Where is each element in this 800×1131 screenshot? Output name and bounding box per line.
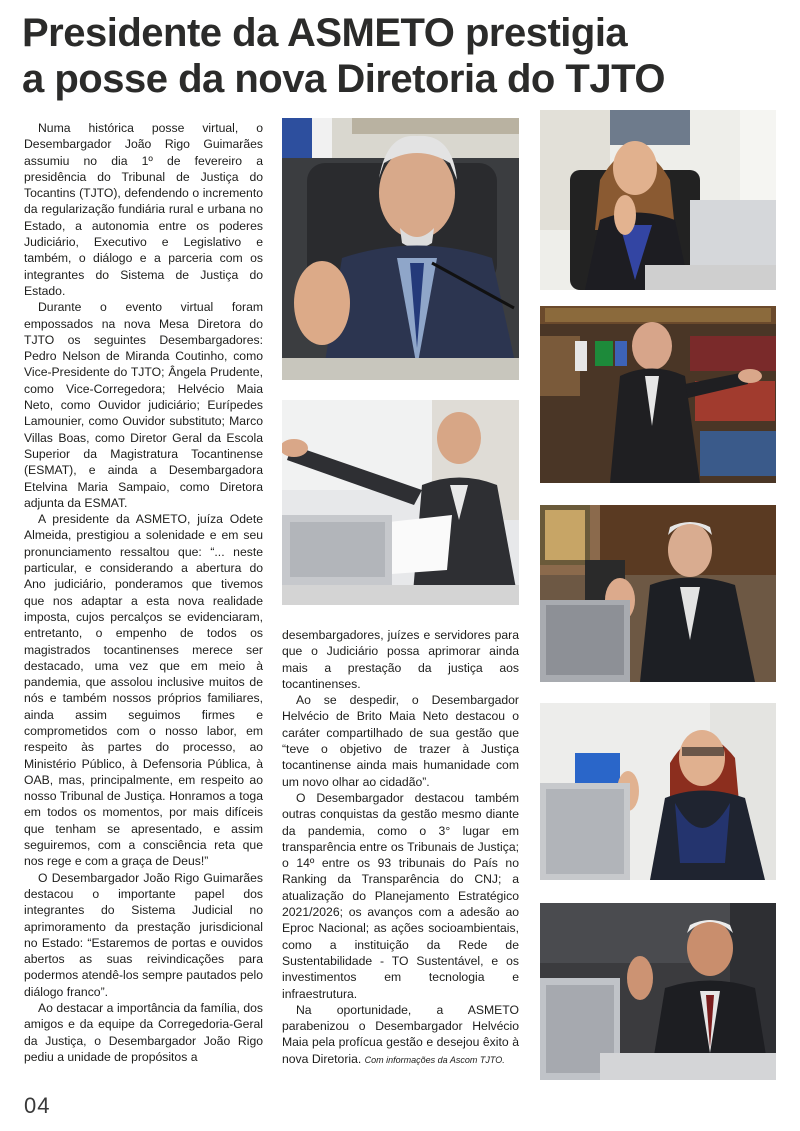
body-paragraph: Numa histórica posse virtual, o Desembargador João Rigo Guimarães assumiu no dia 1º de fevereiro a presidência do Tribunal de Justiça do Tocantins (TJTO), defendendo o incremento da regularização fundiária rural e urbana no Estado, a autonomia entre os poderes Judiciário, Executivo e Legislativo e também, o diálogo e a parceria com os integrantes do Sistema de Justiça do Estado. [24,121,263,298]
body-paragraph: O Desembargador destacou também outras conquistas da gestão mesmo diante da pandemia, como o 3° lugar em transparência entre os Tribunais de Justiça; o 14º entre os 93 tribunais do País no Ranking da Transparência do CNJ; a atualização do Planejamento Estratégico 2021/2026; os avanços com a adesão ao Eproc Nacional; as ações socioambientais, como a instituição da Rede de Sustentabilidade - TO Sustentável, e os investimentos em tecnologia e infraestrutura. [282,790,519,1001]
photo-man-office [540,505,776,682]
headline-line-2: a posse da nova Diretoria do TJTO [22,57,665,101]
photo-woman-oath [540,110,776,290]
headline-line-1: Presidente da ASMETO prestigia [22,11,628,55]
text-column-1 [24,120,263,1065]
body-paragraph: Ao se despedir, o Desembargador Helvécio de Brito Maia Neto destacou o caráter compartilhado de sua gestão que “teve o objetivo de trazer à Justiça tocantinense ainda mais humanidade com um novo olhar ao cidadão”. [282,693,519,789]
photo-desembargador-reading [282,400,519,605]
text-column-2 [282,627,519,1068]
photo-man-bookshelf [540,306,776,483]
body-paragraph-continued: desembargadores, juízes e servidores para que o Judiciário possa aprimorar ainda mais a prestação da justiça aos tocantinenses. [282,628,519,691]
page-number: 04 [24,1093,51,1118]
photo-woman-desk [540,703,776,880]
body-paragraph-final [282,1002,519,1068]
closing-text: Na oportunidade, a ASMETO parabenizou o Desembargador Helvécio Maia pela profícua gestão e desejou êxito à nova Diretoria. [282,1002,519,1066]
article-headline [22,10,782,102]
body-paragraph: Durante o evento virtual foram empossados na nova Mesa Diretora do TJTO os seguintes Desembargadores: Pedro Nelson de Miranda Coutinho, como Vice-Presidente do TJTO; Ângela Prudente, como Vice-Corregedora; Helvécio Maia Neto, como Ouvidor judiciário; Eurípedes Lamounier, como Ouvidor substituto; Marco Villas Boas, como Diretor Geral da Escola Superior da Magistratura Tocantinense (ESMAT), e ainda a Desembargadora Etelvina Maria Sampaio, como Diretora adjunta da ESMAT. [24,300,263,510]
body-paragraph: O Desembargador João Rigo Guimarães destacou o importante papel dos integrantes do Sistema Judicial no aprimoramento da prestação jurisdicional no Estado: “Estaremos de portas e ouvidos abertos as suas reivindicações para podermos atendê-los sempre pautados pelo diálogo franco”. [24,870,263,999]
body-paragraph: A presidente da ASMETO, juíza Odete Almeida, prestigiou a solenidade e em seu pronunciamento ressaltou que: “... neste particular, e considerando a abertura do Ano judiciário, ponderamos que tivemos que nos adaptar a esta nova realidade imposta, cujos percalços se evidenciaram, entretanto, o empenho de todos os magistrados tocantinenses merece ser destacado, uma vez que em meio à pandemia, que assolou inclusive muitos de nós e também nossos próprios familiares, ainda assim seguimos firmes e comprometidos com o nosso labor, em respeito às partes do processo, ao Ministério Público, à Defensoria Pública, à OAB, mas, principalmente, em respeito ao nosso Tribunal de Justiça. Honramos a toga em todos os momentos, por mais difíceis que tenham se apresentado, e assim seguiremos, com a consciência reta que nos rege e com a graça de Deus!” [24,512,263,869]
photo-man-laptop [540,903,776,1080]
photo-president-oath [282,118,519,380]
photo-credit: Com informações da Ascom TJTO. [364,1054,505,1065]
body-paragraph: Ao destacar a importância da família, dos amigos e da equipe da Corregedoria-Geral da Justiça, o Desembargador João Rigo pediu a unidade de propósitos a [24,1001,263,1064]
